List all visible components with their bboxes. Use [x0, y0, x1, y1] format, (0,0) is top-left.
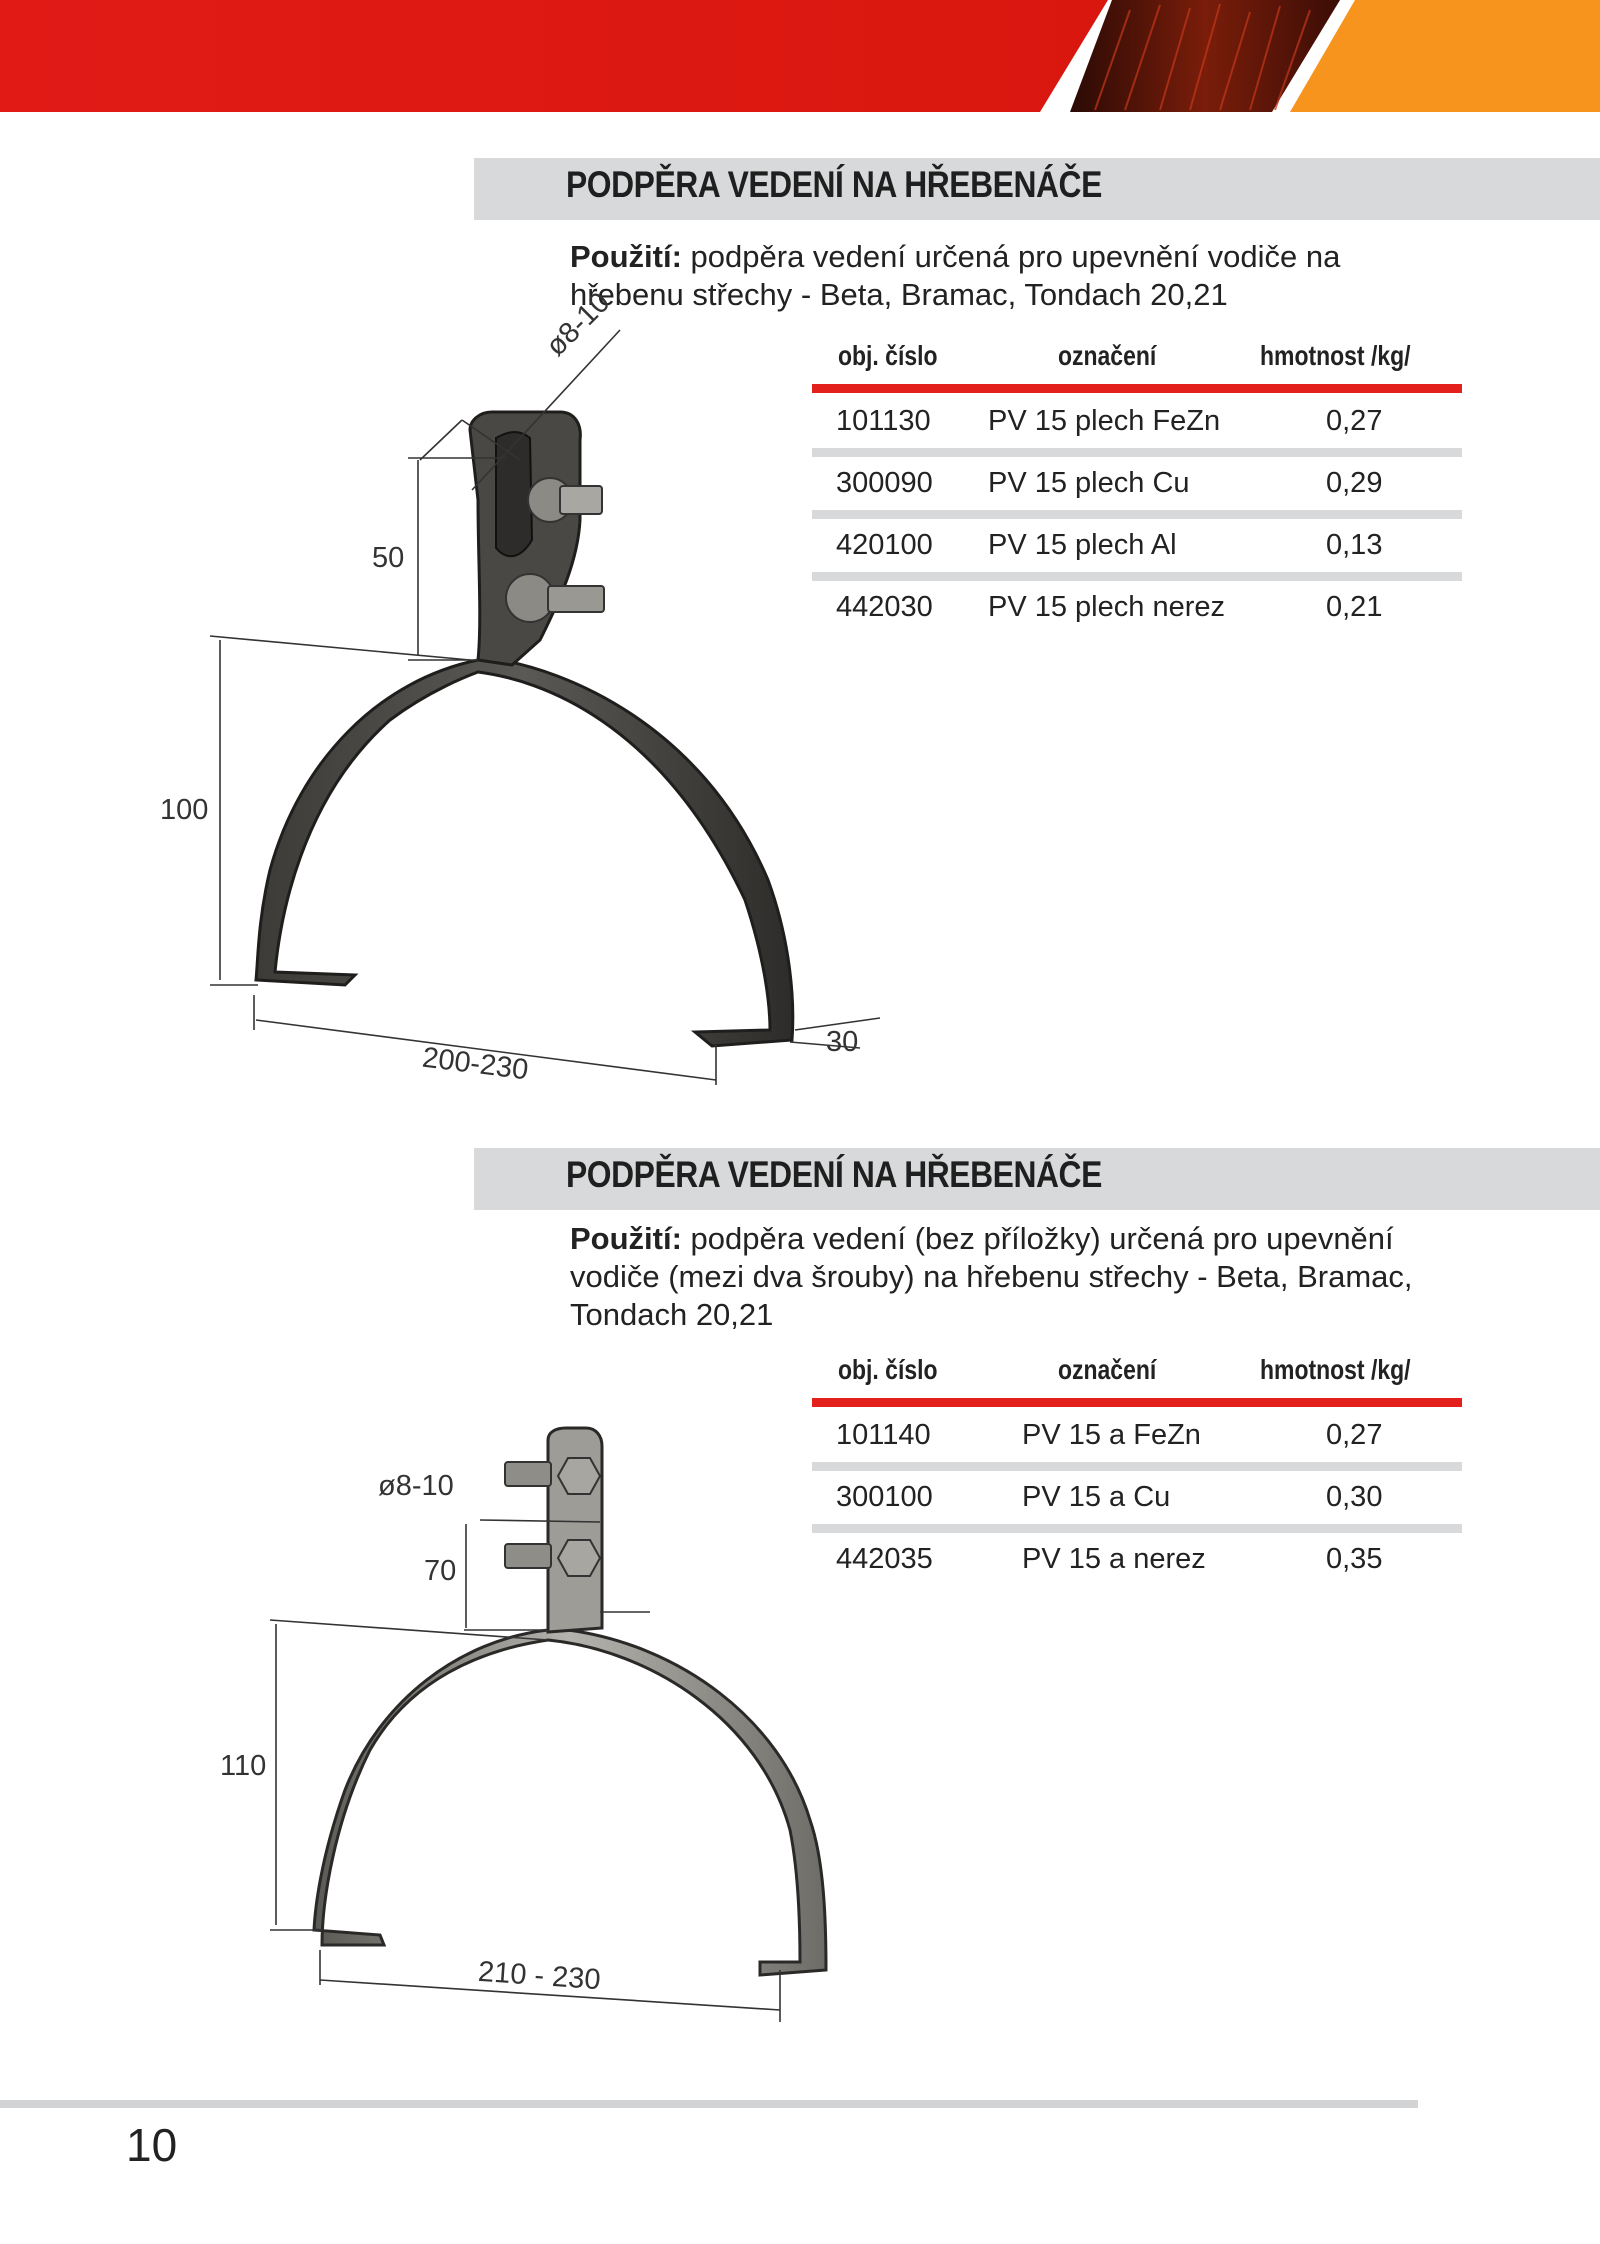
- row-divider: [812, 1462, 1462, 1471]
- dim-bolt-gap: 70: [424, 1555, 457, 1587]
- section-2-usage-label: Použití:: [570, 1221, 682, 1256]
- cell-code: 420100: [836, 529, 933, 561]
- cell-weight: 0,27: [1326, 405, 1383, 437]
- header-code: obj. číslo: [838, 1354, 938, 1385]
- table-row: [812, 395, 1462, 457]
- cell-name: PV 15 plech Cu: [988, 467, 1190, 499]
- dim-bolt-gap: 50: [372, 542, 405, 574]
- section-1-usage-text-1: podpěra vedení určená pro upevnění vodiče na: [690, 239, 1341, 274]
- dim-diameter: ø8-10: [378, 1470, 454, 1502]
- cell-code: 101130: [836, 405, 931, 437]
- row-divider: [812, 510, 1462, 519]
- table-row: [812, 519, 1462, 581]
- table-row: [812, 581, 1462, 643]
- cell-code: 442030: [836, 591, 933, 623]
- cell-weight: 0,30: [1326, 1481, 1383, 1513]
- dim-width: 210 - 230: [477, 1955, 602, 1997]
- dim-diameter: ø8-10: [540, 286, 617, 363]
- header-weight: hmotnost /kg/: [1260, 340, 1411, 371]
- dim-foot: 30: [826, 1026, 859, 1058]
- cell-weight: 0,21: [1326, 591, 1383, 623]
- row-divider: [812, 1524, 1462, 1533]
- section-2-usage-text-1: podpěra vedení (bez příložky) určená pro upevnění: [690, 1221, 1394, 1256]
- dim-height: 110: [220, 1750, 267, 1782]
- cell-name: PV 15 plech FeZn: [988, 405, 1221, 437]
- section-2-usage-text-2: vodiče (mezi dva šrouby) na hřebenu střechy - Beta, Bramac,: [570, 1259, 1413, 1294]
- page-number: 10: [126, 2119, 178, 2171]
- table-row: [812, 457, 1462, 519]
- header-name: označení: [1058, 1354, 1157, 1385]
- cell-name: PV 15 a nerez: [1022, 1543, 1206, 1575]
- section-1-title-bar: [474, 158, 1600, 220]
- section-1-drawing: [0, 300, 900, 1100]
- row-divider: [812, 448, 1462, 457]
- table-row: [812, 1409, 1462, 1471]
- footer-rule: [0, 2100, 1418, 2108]
- section-1-usage-label: Použití:: [570, 239, 682, 274]
- header-name: označení: [1058, 340, 1157, 371]
- cell-code: 442035: [836, 1543, 933, 1575]
- section-2-title: PODPĚRA VEDENÍ NA HŘEBENÁČE: [566, 1154, 1102, 1195]
- cell-code: 300090: [836, 467, 933, 499]
- cell-weight: 0,35: [1326, 1543, 1383, 1575]
- cell-name: PV 15 plech Al: [988, 529, 1177, 561]
- cell-code: 300100: [836, 1481, 933, 1513]
- header-code: obj. číslo: [838, 340, 938, 371]
- table-header-rule: [812, 384, 1462, 393]
- cell-name: PV 15 a Cu: [1022, 1481, 1171, 1513]
- header-weight: hmotnost /kg/: [1260, 1354, 1411, 1385]
- row-divider: [812, 572, 1462, 581]
- table-row: [812, 1533, 1462, 1595]
- section-2-usage-text-3: Tondach 20,21: [570, 1297, 774, 1332]
- dim-height: 100: [160, 794, 209, 826]
- cell-weight: 0,13: [1326, 529, 1383, 561]
- dim-width: 200-230: [420, 1041, 531, 1087]
- section-1-title: PODPĚRA VEDENÍ NA HŘEBENÁČE: [566, 164, 1102, 205]
- table-row: [812, 1471, 1462, 1533]
- cell-name: PV 15 a FeZn: [1022, 1419, 1201, 1451]
- section-2-usage: [570, 1220, 1500, 1334]
- section-1-usage-text-2: hřebenu střechy - Beta, Bramac, Tondach 20,21: [570, 277, 1228, 312]
- section-2-title-bar: [474, 1148, 1600, 1210]
- cell-weight: 0,27: [1326, 1419, 1383, 1451]
- cell-weight: 0,29: [1326, 467, 1383, 499]
- cell-name: PV 15 plech nerez: [988, 591, 1225, 623]
- table-header-rule: [812, 1398, 1462, 1407]
- cell-code: 101140: [836, 1419, 931, 1451]
- header-banner: [0, 0, 1600, 116]
